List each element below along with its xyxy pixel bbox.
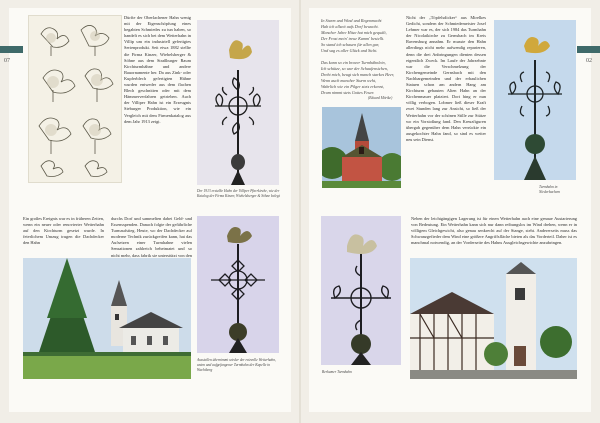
left-accent-tab bbox=[0, 46, 23, 53]
weathervane-photo-villip bbox=[197, 20, 279, 185]
poem-line: Und sag es aller Glück und Sicht. bbox=[321, 48, 378, 53]
weathervane-photo-berkum bbox=[321, 216, 401, 365]
poem-block bbox=[321, 18, 401, 96]
bottom-left-caption: Ausstellen übernimmt wieder der reizvolle Wetterhahn, unten und aufgefangener Turmhahn der Kapelle in Wachtberg bbox=[197, 358, 276, 372]
poem-line: Wahrlich wie ein Pilger stets erkennt, bbox=[321, 84, 384, 89]
left-page-number: 07 bbox=[4, 58, 10, 64]
book-spine bbox=[299, 0, 301, 423]
top-left-caption: Der 1913 erstellte Hahn der Villiper Pfarrkirche, wie der Katalog der Firma Kinzer, Wiebelsberger & Söhne belegt bbox=[197, 189, 280, 198]
top-right-caption: Turmhahn in Niederbachem bbox=[539, 185, 560, 194]
bottom-right-caption: Berkumer Turmhahn bbox=[322, 370, 352, 374]
poem-line: Wenn auch mancher Sturm weht, bbox=[321, 78, 377, 83]
poem-line: Dreht mich, beugt sich manch starkes Heer, bbox=[321, 72, 395, 77]
right-page-number: 02 bbox=[586, 58, 592, 64]
poem-line: In Sturm und Wind und Regenmacht bbox=[321, 18, 382, 23]
poem-author: (Eduard Mörike) bbox=[368, 96, 393, 100]
poem-line: Hab ich allzeit aufs Dorf bewacht. bbox=[321, 24, 379, 29]
bottom-left-text-a: Ein großes Ereignis war es in früheren Zeiten, wenn ein neuer oder renovierter Wetterhahn auf den Kirchturm gesetzt wurde. In feierlichem Umzug trugen die Dachdecker den Hahn bbox=[23, 216, 104, 246]
weathervane-photo-wachtberg bbox=[197, 216, 279, 353]
bottom-right-body-text: Neben der leichtgängigen Lagerung ist für einen Wetterhahn auch eine genaue Austarierung von Bedeutung. Ein Wetterhahn kann sich nur dann reibungslos im Wind drehen, wenn er in völligem Gleichgewicht, also genau senkrecht auf der Stange, steht. Andererseits muss das Schwanzgefieder dem Wind eine größere Angriffsfläche bieten als das Vorderteil. Daher ist es manchmal notwendig, an der Vorderseite des Hahns Ausgleichsgewichte anzubringen. bbox=[411, 216, 577, 246]
bottom-left-text-b: durchs Dorf und sammelten dabei Geld- und Essensspenden. Danach folgte der gefährliche Turmaufstieg. Heute, wo der Dachdecker auf moderne Technik zurückgreifen kann, hat das Aufsetzen einer Turmhahne vielen Sensationen zahlreich beheimatet und so nicht mehr, dass fabrik sie unterstützt von den bbox=[111, 216, 192, 258]
poem-line: Mancher Jahre Hitze hat mich gequält, bbox=[321, 30, 387, 35]
poem-line: Ich schütze, so war der Schaufensichen, bbox=[321, 66, 388, 71]
poem-line: Das kann so ein braver Turmhähnlein, bbox=[321, 60, 386, 65]
poem-line: So stand ich schauen für allen gar, bbox=[321, 42, 380, 47]
poem-line: Drum nimmt stets Gottes Feuer. bbox=[321, 90, 375, 95]
top-right-body-text: Nicht der „Töpfelsdicker“ aus Mirelkes Gedicht, sondern der Schmiedemeister Josef Lehmer war es, der sich 1984 das Turmhahn der Nicolaikirche zu Gernsbach im Kreis Ravensburg annahm. Er musste den Hahn allerdings nicht mehr aufwendig reparieren, denn die drei Anbringungen dienten dessen eigentlich Zweck. Im Laufe der Jahrzehnte war die Verschmelzung der Kirchengemeinde Gernsbach mit den Nachbargemeinden und der erbaulichen Statuen schon am andern Hang am Kirchturm gebauten Alten Hahn an der Kirchenmauer platziert. Dort hing er nun völlig verbogen. Lobmer ließ dieser Kraft zwei Stunden lang zur Ansicht, so ließ der Wetterhahn vor der schönen Stille zur Stütze wo ein Vorstoßung fand. Den Kreuzfiguren übergab gegenüber dem Hahn verrückte ein ausgekochter Hahn fand, so sind es weiter neu sein Dienst. bbox=[406, 15, 486, 142]
catalog-sheet-image bbox=[28, 15, 122, 183]
church-photo-tree bbox=[23, 258, 191, 379]
top-left-body-text: Dürfte der Oberlachener Hahn wenig mit der Eigenschöpfung eines begabten Schmiedes zu tun haben, so handelt es sich bei dem Wetterhahn in Villip um ein industriell gefertigtes Serienprodukt. Seit etwa 1882 stellte die Firma Kinzer, Wiebelsberger & Söhne aus dem Straßburger Raum Kirchturmhähne und andere Bauornamente her. Da aus Zink- oder Kupferblech gefertigten Hähne wurden entweder aus dem flachen Blech geschnitten oder mit dem Hämmerverfahren getrieben. Auch der Villiper Hahn ist ein Erzeugnis Sieburger Produktion, wie ein Vergleich mit dem Firmenkatalog aus dem Jahr 1913 zeigt. bbox=[124, 15, 191, 124]
poem-line: Der Frost mein' treue Kamm' bestellt. bbox=[321, 36, 385, 41]
right-accent-tab bbox=[577, 46, 600, 53]
weathervane-photo-niederbachem bbox=[494, 20, 576, 180]
church-photo-timbered bbox=[410, 258, 577, 379]
church-photo-red bbox=[322, 107, 401, 188]
